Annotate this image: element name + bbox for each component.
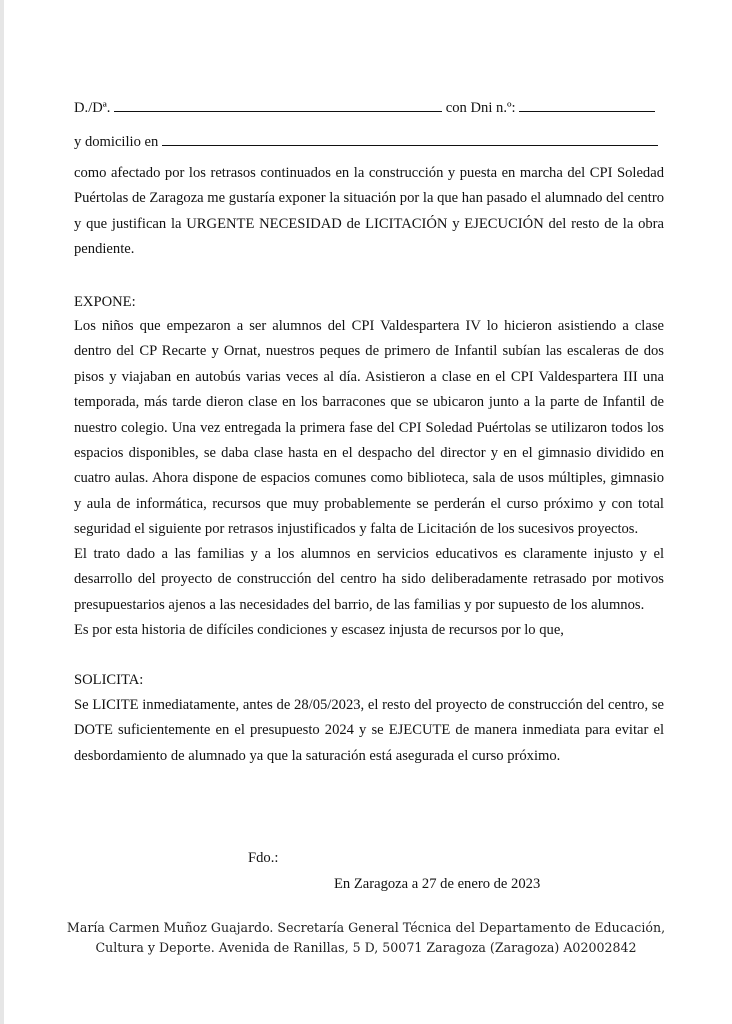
footer-line-2: Cultura y Deporte. Avenida de Ranillas, 5 D, 50071 Zaragoza (Zaragoza) A02002842 — [95, 940, 637, 955]
footer-recipient — [60, 918, 672, 958]
dni-label: con Dni n.º: — [445, 100, 516, 116]
signature-label: Fdo.: — [248, 850, 279, 866]
name-label: D./Dª. — [74, 100, 111, 116]
footer-line-1: María Carmen Muñoz Guajardo. Secretaría General Técnica del Departamento de Educación, — [66, 920, 666, 935]
address-blank-field[interactable] — [162, 132, 658, 146]
expone-paragraph-2: El trato dado a las familias y a los alumnos en servicios educativos es claramente injusto y el desarrollo del proyecto de construcción del centro ha sido deliberadamente retrasado por motivos presupuestarios ajenos a las necesidades del barrio, de las familias y por supuesto de los alumnos. — [74, 546, 664, 613]
intro-paragraph: como afectado por los retrasos continuados en la construcción y puesta en marcha del CPI Soledad Puértolas de Zaragoza me gustaría exponer la situación por la que han pasado el alumnado del centro y que justifican la URGENTE NECESIDAD de LICITACIÓN y EJECUCIÓN del resto de la obra pendiente. — [74, 165, 665, 258]
place-date: En Zaragoza a 27 de enero de 2023 — [334, 876, 541, 892]
expone-paragraph-3: Es por esta historia de difíciles condiciones y escasez injusta de recursos por lo que, — [74, 622, 564, 638]
name-blank-field[interactable] — [114, 98, 442, 112]
solicita-heading: SOLICITA: — [74, 672, 144, 688]
solicita-paragraph: Se LICITE inmediatamente, antes de 28/05/2023, el resto del proyecto de construcción del centro, se DOTE suficientemente en el presupuesto 2024 y se EJECUTE de manera inmediata para evitar el desbordamiento de alumnado ya que la saturación está asegurada el curso próximo. — [74, 697, 664, 764]
name-dni-line — [74, 95, 664, 121]
dni-blank-field[interactable] — [519, 98, 655, 112]
address-label: y domicilio en — [74, 134, 159, 150]
expone-paragraph-1: Los niños que empezaron a ser alumnos del CPI Valdespartera IV lo hicieron asistiendo a clase dentro del CP Recarte y Ornat, nuestros peques de primero de Infantil subían las escaleras de dos pisos y viajaban en autobús varias veces al día. Asistieron a clase en el CPI Valdespartera III una temporada, más tarde dieron clase en los barracones que se ubicaron junto a la parte de Infantil de nuestro colegio. Una vez entregada la primera fase del CPI Soledad Puértolas se utilizaron todos los espacios disponibles, se daba clase hasta en el despacho del director y en el gimnasio dividido en cuatro aulas. Ahora dispone de espacios comunes como biblioteca, sala de usos múltiples, gimnasio y aula de informática, recursos que muy probablemente se perderán el curso próximo y con total seguridad el siguiente por retrasos injustificados y falta de Licitación de los sucesivos proyectos. — [74, 318, 664, 538]
expone-heading: EXPONE: — [74, 294, 136, 310]
address-line — [74, 129, 664, 155]
